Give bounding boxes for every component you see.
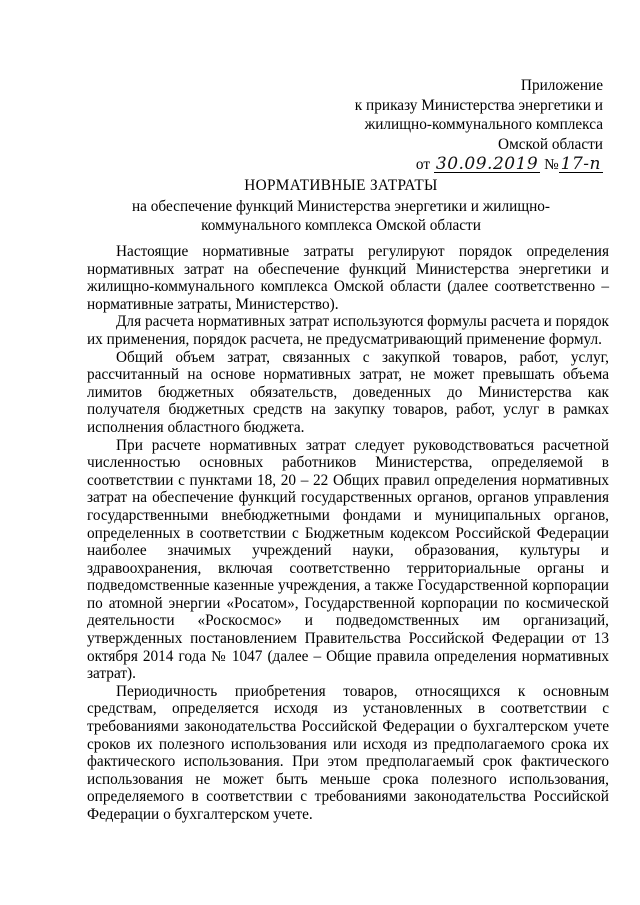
paragraph-total-volume: Общий объем затрат, связанных с закупкой товаров, работ, услуг, рассчитанный на основе нормативных затрат, не может превышать объема лимитов бюджетных обязательств, доведенных до Министерства как получателя бюджетных средств на закупку товаров, работ, услуг в рамках исполнения областного бюджета. (87, 348, 609, 436)
document-body (87, 243, 609, 824)
handwritten-date: 30.09.2019 (435, 154, 539, 174)
appendix-region-line: Омской области (498, 135, 603, 153)
document-title-block (80, 176, 602, 236)
document-subtitle-line1: на обеспечение функций Министерства энергетики и жилищно- (131, 197, 551, 215)
document-title: НОРМАТИВНЫЕ ЗАТРАТЫ (244, 177, 438, 194)
appendix-ministry-line: жилищно-коммунального комплекса (364, 116, 603, 133)
document-subtitle-line2: коммунального комплекса Омской области (201, 217, 481, 234)
paragraph-scope: Настоящие нормативные затраты регулируют порядок определения нормативных затрат на обеспечение функций Министерства энергетики и жилищно-коммунального комплекса Омской области (далее соответственно – нормативные затраты, Министерство). (87, 243, 609, 313)
appendix-date-line (355, 155, 603, 175)
paragraph-periodicity: Периодичность приобретения товаров, относящихся к основным средствам, определяется исходя из установленных в соответствии с требованиями законодательства Российской Федерации о бухгалтерском учете сроков их полезного использования или исходя из предполагаемого срока их фактического использования. При этом предполагаемый срок фактического использования не может быть меньше срока полезного использования, определяемого в соответствии с требованиями законодательства Российской Федерации о бухгалтерском учете. (87, 682, 609, 823)
number-prefix: № (544, 156, 559, 173)
date-prefix: от (415, 156, 431, 173)
appendix-order-line: к приказу Министерства энергетики и (354, 96, 603, 114)
paragraph-formulas: Для расчета нормативных затрат используются формулы расчета и порядок их применения, порядок расчета, не предусматривающий применение формул. (87, 313, 609, 348)
appendix-header (355, 76, 603, 175)
handwritten-number: 17-п (560, 154, 601, 174)
paragraph-staff-count: При расчете нормативных затрат следует руководствоваться расчетной численностью основных работников Министерства, определяемой в соответствии с пунктами 18, 20 – 22 Общих правил определения нормативных затрат на обеспечение функций государственных органов, органов управления государственными внебюджетными фондами и муниципальных органов, определенных в соответствии с Бюджетным кодексом Российской Федерации наиболее значимых учреждений науки, образования, культуры и здравоохранения, включая соответственно территориальные органы и подведомственные казенные учреждения, а также Государственной корпорации по атомной энергии «Росатом», Государственной корпорации по космической деятельности «Роскосмос» и подведомственных им организаций, утвержденных постановлением Правительства Российской Федерации от 13 октября 2014 года № 1047 (далее – Общие правила определения нормативных затрат). (87, 436, 609, 683)
appendix-label: Приложение (520, 77, 603, 94)
